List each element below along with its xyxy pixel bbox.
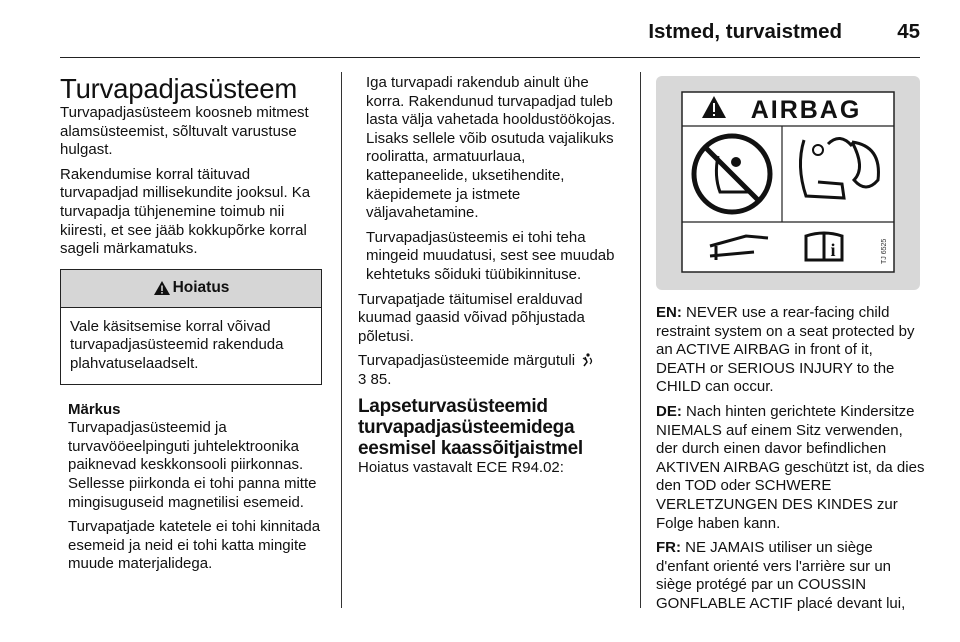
lang-code-en: EN:: [656, 304, 682, 321]
translation-de: [656, 403, 926, 533]
lang-code-fr: FR:: [656, 539, 681, 557]
svg-text:i: i: [830, 240, 836, 260]
warning-box: [60, 269, 322, 385]
airbag-indicator-icon: [581, 353, 594, 367]
warning-triangle-icon: [153, 280, 171, 296]
warning-header: [61, 270, 321, 308]
replacement-paragraph: Iga turvapadi rakendub ainult ühe korra. Rakendunud turvapadjad tuleb lasta välja vahetada hooldustöökojas. Lisaks sellele võib osutuda vajalikuks rooliratta, armatuurlaua, kattepaneelide, uksetihendite, käepidemete ja istmete väljavahetamine.: [366, 74, 616, 222]
column-divider-2: [640, 72, 641, 608]
indicator-paragraph: [358, 352, 630, 389]
column-3: [656, 74, 926, 620]
note-text-1: Turvapadjasüsteemid ja turvavööeelpinguti juhtelektroonika paiknevad keskkonsooli piirkonnas. Sellesse piirkonda ei tohi panna mitte mingisuguseid magnetilisi esemeid.: [68, 419, 317, 511]
page-header: [0, 0, 960, 58]
airbag-label-title: AIRBAG: [750, 96, 862, 124]
indicator-page-ref[interactable]: 3 85.: [358, 370, 392, 388]
column-divider-1: [341, 72, 342, 608]
page-number: 45: [897, 20, 920, 43]
lang-code-de: DE:: [656, 402, 682, 420]
airbag-label-illustration: [656, 76, 920, 290]
warning-text: Vale käsitsemise korral võivad turvapadjasüsteemid rakenduda plahvatuselaadselt.: [70, 317, 284, 372]
modification-paragraph: Turvapadjasüsteemis ei tohi teha mingeid muudatusi, sest see muudab kehtetuks sõiduki tüübikinnituse.: [366, 228, 615, 283]
translation-text-de: Nach hinten gerichtete Kindersitze NIEMALS auf einem Sitz verwenden, der durch einen davor befindlichen AKTIVEN AIRBAG geschützt ist, da dies den TOD oder SCHWERE VERLETZUNGEN DES KINDES zur Folge haben kann.: [656, 402, 925, 532]
translation-en: [656, 304, 926, 397]
hot-gas-paragraph: Turvapatjade täitumisel eralduvad kuumad gaasid võivad põhjustada põletusi.: [358, 290, 585, 345]
child-restraint-heading: Lapseturvasüsteemid turvapadjasüsteemidega eesmisel kaassõitjaistmel: [358, 395, 583, 459]
note-block: [60, 401, 330, 574]
label-code: TJ 6525: [881, 238, 888, 264]
trigger-paragraph: Rakendumise korral täituvad turvapadjad millisekundite jooksul. Ka turvapadja tühjenemine toimub nii kiiresti, et see jääb kokkupõrke korral sageli märkamatuks.: [60, 165, 311, 258]
intro-paragraph: Turvapadjasüsteem koosneb mitmest alamsüsteemist, sõltuvalt varustuse hulgast.: [60, 104, 309, 159]
warning-label: Hoiatus: [172, 278, 230, 296]
ece-warning-text: Hoiatus vastavalt ECE R94.02:: [358, 458, 564, 476]
translation-text-en: NEVER use a rear-facing child restraint system on a seat protected by an ACTIVE AIRBAG in front of it, DEATH or SERIOUS INJURY to the CHILD can occur.: [656, 304, 915, 396]
column-1: [60, 74, 330, 580]
translation-fr: [656, 539, 926, 613]
indicator-text: Turvapadjasüsteemide märgutuli: [358, 352, 576, 370]
airbag-warning-label-image: [656, 76, 920, 290]
section-title: Istmed, turvaistmed: [648, 20, 842, 43]
column-2: [358, 74, 630, 483]
note-heading: Märkus: [68, 400, 121, 418]
translation-text-fr: NE JAMAIS utiliser un siège d'enfant orienté vers l'arrière sur un siège protégé par un COUSSIN GONFLABLE ACTIF placé devant lui,: [656, 539, 906, 612]
header-divider: [60, 57, 920, 58]
main-heading: Turvapadjasüsteem: [60, 73, 298, 104]
note-text-2: Turvapatjade katetele ei tohi kinnitada esemeid ja neid ei tohi katta mingite muude materjalidega.: [68, 518, 321, 573]
airbag-note-continued: [358, 74, 630, 285]
